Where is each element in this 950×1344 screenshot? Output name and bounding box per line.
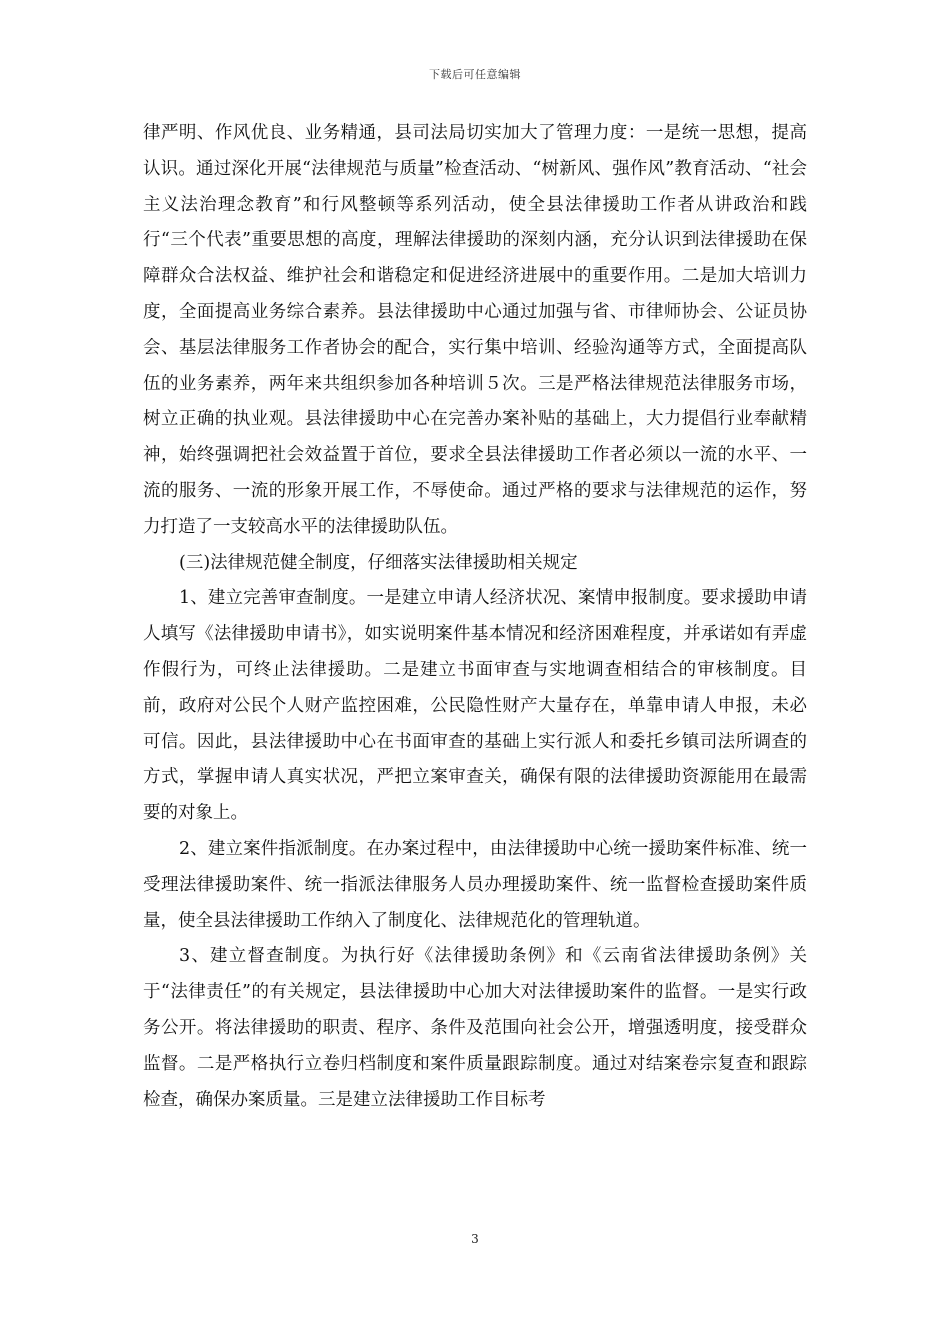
paragraph-supervision-system: 3、建立督查制度。为执行好《法律援助条例》和《云南省法律援助条例》关于“法律责任”的有关规定，县法律援助中心加大对法律援助案件的监督。一是实行政务公开。将法律援助的职责、程序、条件及范围向社会公开，增强透明度，接受群众监督。二是严格执行立卷归档制度和案件质量跟踪制度。通过对结案卷宗复查和跟踪检查，确保办案质量。三是建立法律援助工作目标考: [143, 946, 807, 1110]
section-heading: (三)法律规范健全制度，仔细落实法律援助相关规定: [179, 552, 578, 573]
page-number: 3: [471, 1232, 479, 1246]
paragraph-review-system: 1、建立完善审查制度。一是建立申请人经济状况、案情申报制度。要求援助申请人填写《法律援助申请书》，如实说明案件基本情况和经济困难程度，并承诺如有弄虚作假行为，可终止法律援助。二是建立书面审查与实地调查相结合的审核制度。目前，政府对公民个人财产监控困难，公民隐性财产大量存在，单靠申请人申报，未必可信。因此，县法律援助中心在书面审查的基础上实行派人和委托乡镇司法所调查的方式，掌握申请人真实状况，严把立案审查关，确保有限的法律援助资源能用在最需要的对象上。: [143, 588, 807, 824]
document-body: [143, 116, 807, 1118]
paragraph-assignment-system: 2、建立案件指派制度。在办案过程中，由法律援助中心统一援助案件标准、统一受理法律援助案件、统一指派法律服务人员办理援助案件、统一监督检查援助案件质量，使全县法律援助工作纳入了制度化、法律规范化的管理轨道。: [143, 838, 807, 931]
paragraph-1: 律严明、作风优良、业务精通，县司法局切实加大了管理力度：一是统一思想，提高认识。通过深化开展“法律规范与质量”检查活动、“树新风、强作风”教育活动、“社会主义法治理念教育”和行风整顿等系列活动，使全县法律援助工作者从讲政治和践行“三个代表”重要思想的高度，理解法律援助的深刻内涵，充分认识到法律援助在保障群众合法权益、维护社会和谐稳定和促进经济进展中的重要作用。二是加大培训力度，全面提高业务综合素养。县法律援助中心通过加强与省、市律师协会、公证员协会、基层法律服务工作者协会的配合，实行集中培训、经验沟通等方式，全面提高队伍的业务素养，两年来共组织参加各种培训５次。三是严格法律规范法律服务市场，树立正确的执业观。县法律援助中心在完善办案补贴的基础上，大力提倡行业奉献精神，始终强调把社会效益置于首位，要求全县法律援助工作者必须以一流的水平、一流的服务、一流的形象开展工作，不辱使命。通过严格的要求与法律规范的运作，努力打造了一支较高水平的法律援助队伍。: [143, 123, 807, 537]
page-header: 下载后可任意编辑: [429, 68, 521, 81]
